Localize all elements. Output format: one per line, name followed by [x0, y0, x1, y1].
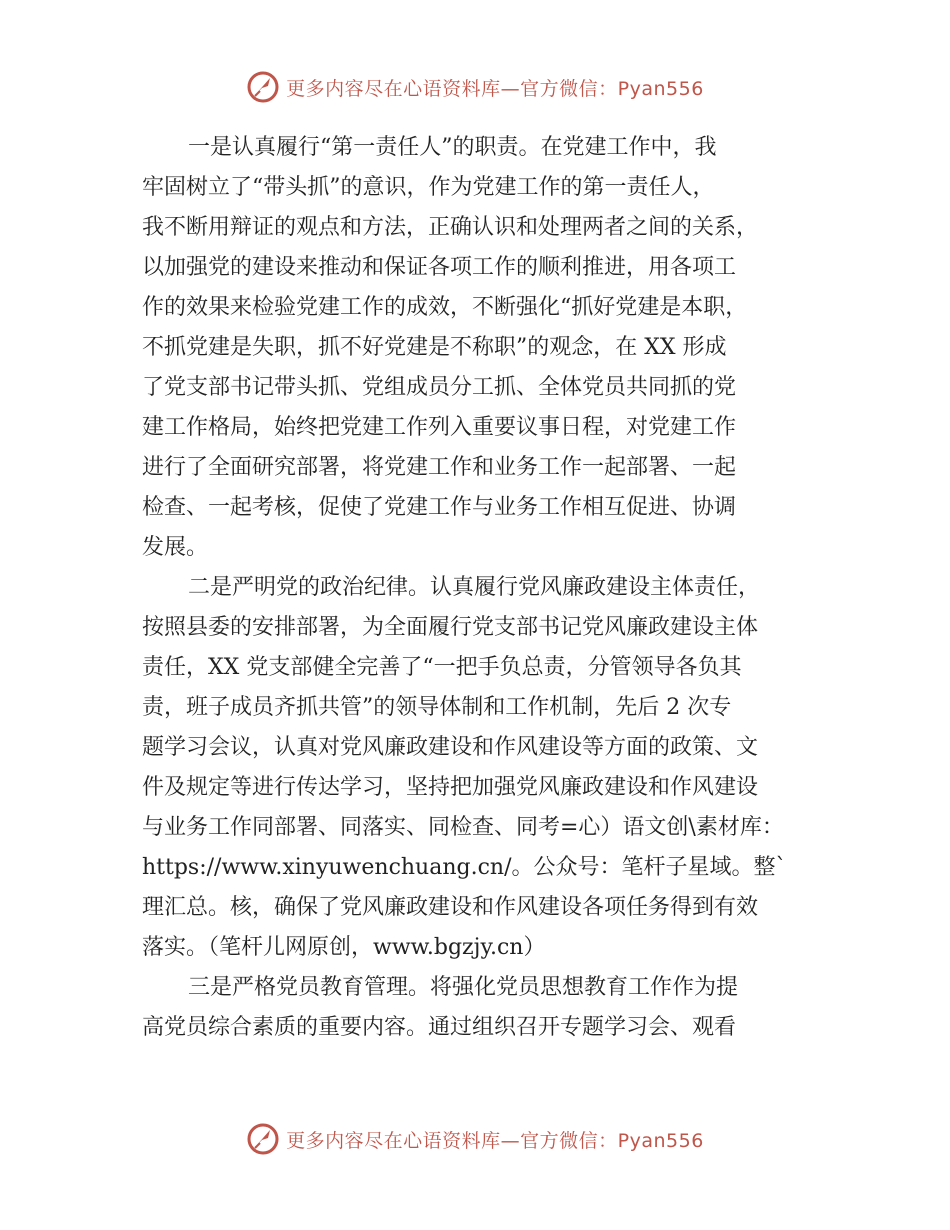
- text-line: 进行了全面研究部署，将党建工作和业务工作一起部署、一起: [142, 455, 737, 480]
- text-line: 高党员综合素质的重要内容。通过组织召开专题学习会、观看: [142, 1015, 737, 1040]
- text-line: 牢固树立了“带头抓”的意识，作为党建工作的第一责任人，: [142, 175, 715, 200]
- banner-text: 更多内容尽在心语资料库—官方微信：Pyan556: [286, 1129, 704, 1152]
- text-line: 三是严格党员教育管理。将强化党员思想教育工作作为提: [188, 975, 739, 1000]
- text-line: 与业务工作同部署、同落实、同检查、同考=心）语文创\素材库：: [142, 815, 784, 840]
- quill-seal-logo-icon: [246, 70, 280, 104]
- document-body: [142, 128, 832, 1048]
- text-line: 按照县委的安排部署，为全面履行党支部书记党风廉政建设主体: [142, 615, 759, 640]
- text-line: 一是认真履行“第一责任人”的职责。在党建工作中，我: [188, 135, 717, 160]
- text-line: 检查、一起考核，促使了党建工作与业务工作相互促进、协调: [142, 495, 737, 520]
- text-line: 了党支部书记带头抓、党组成员分工抓、全体党员共同抓的党: [142, 375, 737, 400]
- banner-text: 更多内容尽在心语资料库—官方微信：Pyan556: [286, 77, 704, 100]
- text-line: 责，班子成员齐抓共管”的领导体制和工作机制，先后 2 次专: [142, 695, 732, 720]
- text-line: 二是严明党的政治纪律。认真履行党风廉政建设主体责任，: [188, 575, 761, 600]
- text-line: 建工作格局，始终把党建工作列入重要议事日程，对党建工作: [142, 415, 737, 440]
- paragraph: [142, 568, 832, 968]
- paragraph: [142, 968, 832, 1048]
- text-line: https://www.xinyuwenchuang.cn/。公众号：笔杆子星域。整`: [142, 855, 787, 880]
- quill-seal-logo-icon: [246, 1122, 280, 1156]
- text-line: 责任，XX 党支部健全完善了“一把手负总责，分管领导各负其: [142, 655, 742, 680]
- footer-banner: [0, 1122, 950, 1156]
- text-line: 以加强党的建设来推动和保证各项工作的顺利推进，用各项工: [142, 255, 737, 280]
- text-line: 作的效果来检验党建工作的成效，不断强化“抓好党建是本职，: [142, 295, 748, 320]
- header-banner: [0, 70, 950, 104]
- text-line: 件及规定等进行传达学习，坚持把加强党风廉政建设和作风建设: [142, 775, 759, 800]
- text-line: 我不断用辩证的观点和方法，正确认识和处理两者之间的关系，: [142, 215, 759, 240]
- text-line: 发展。: [142, 535, 209, 560]
- paragraph: [142, 128, 832, 568]
- text-line: 题学习会议，认真对党风廉政建设和作风建设等方面的政策、文: [142, 735, 759, 760]
- text-line: 不抓党建是失职，抓不好党建是不称职”的观念，在 XX 形成: [142, 335, 727, 360]
- text-line: 理汇总。核，确保了党风廉政建设和作风建设各项任务得到有效: [142, 895, 759, 920]
- text-line: 落实。（笔杆儿网原创，www.bgzjy.cn）: [142, 935, 546, 960]
